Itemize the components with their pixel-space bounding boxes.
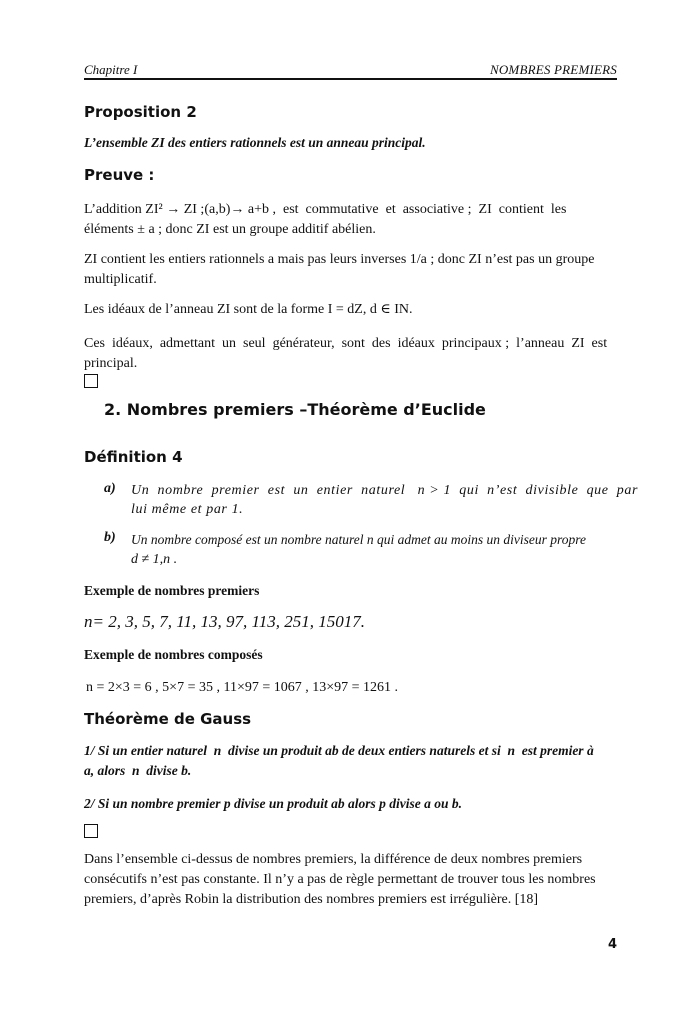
proof-paragraph-1-line-2: éléments ± a ; donc ZI est un groupe additif abélien. bbox=[84, 222, 376, 237]
chapter-label: Chapitre I bbox=[84, 62, 138, 77]
proof-paragraph-1-line-1: L’addition ZI² → ZI ;(a,b)→ a+b , est commutative et associative ; ZI contient les bbox=[84, 202, 567, 217]
proof-paragraph-4-line-2: principal. bbox=[84, 356, 138, 371]
header-rule bbox=[84, 78, 617, 80]
proposition-statement: L’ensemble ZI des entiers rationnels est un anneau principal. bbox=[84, 135, 426, 150]
example-primes-list: n= 2, 3, 5, 7, 11, 13, 97, 113, 251, 15017. bbox=[84, 612, 365, 631]
definition-a-label: a) bbox=[104, 481, 116, 496]
definition-b-label: b) bbox=[104, 530, 116, 545]
example-primes-title: Exemple de nombres premiers bbox=[84, 583, 260, 598]
example-composites-list: n = 2×3 = 6 , 5×7 = 35 , 11×97 = 1067 , 13×97 = 1261 . bbox=[86, 680, 399, 695]
definition-a-line-1: Un nombre premier est un entier naturel n > 1 qui n’est divisible que par bbox=[131, 483, 639, 498]
proof-paragraph-3: Les idéaux de l’anneau ZI sont de la forme I = dZ, d ∈ IN. bbox=[84, 302, 413, 317]
proof-paragraph-2-line-2: multiplicatif. bbox=[84, 272, 157, 287]
definition-title: Définition 4 bbox=[84, 448, 183, 466]
qed-square-icon bbox=[84, 374, 98, 388]
closing-paragraph-line-3: premiers, d’après Robin la distribution des nombres premiers est irrégulière. [18] bbox=[84, 892, 539, 907]
example-composites-title: Exemple de nombres composés bbox=[84, 647, 263, 662]
chapter-title: NOMBRES PREMIERS bbox=[489, 62, 617, 77]
definition-b-line-1: Un nombre composé est un nombre naturel n qui admet au moins un diviseur propre bbox=[131, 532, 586, 547]
page-number: 4 bbox=[607, 937, 617, 952]
qed-square-icon bbox=[84, 824, 98, 838]
gauss-theorem-title: Théorème de Gauss bbox=[84, 710, 252, 728]
proposition-title: Proposition 2 bbox=[84, 103, 197, 121]
closing-paragraph-line-2: consécutifs n’est pas constante. Il n’y a pas de règle permettant de trouver tous les nombres bbox=[84, 872, 596, 887]
definition-b-line-2: d ≠ 1,n . bbox=[131, 552, 178, 567]
proof-title: Preuve : bbox=[84, 166, 155, 184]
gauss-statement-2: 2/ Si un nombre premier p divise un produit ab alors p divise a ou b. bbox=[84, 796, 463, 811]
definition-a-line-2: lui même et par 1. bbox=[131, 502, 244, 517]
section-title: 2. Nombres premiers –Théorème d’Euclide bbox=[104, 400, 486, 419]
proof-paragraph-2-line-1: ZI contient les entiers rationnels a mais pas leurs inverses 1/a ; donc ZI n’est pas un groupe bbox=[84, 252, 595, 267]
closing-paragraph-line-1: Dans l’ensemble ci-dessus de nombres premiers, la différence de deux nombres premiers bbox=[84, 852, 583, 867]
gauss-statement-1-line-2: a, alors n divise b. bbox=[84, 763, 192, 778]
proof-paragraph-4-line-1: Ces idéaux, admettant un seul générateur, sont des idéaux principaux ; l’anneau ZI est bbox=[84, 336, 608, 351]
gauss-statement-1-line-1: 1/ Si un entier naturel n divise un produit ab de deux entiers naturels et si n est premier à bbox=[84, 743, 594, 758]
